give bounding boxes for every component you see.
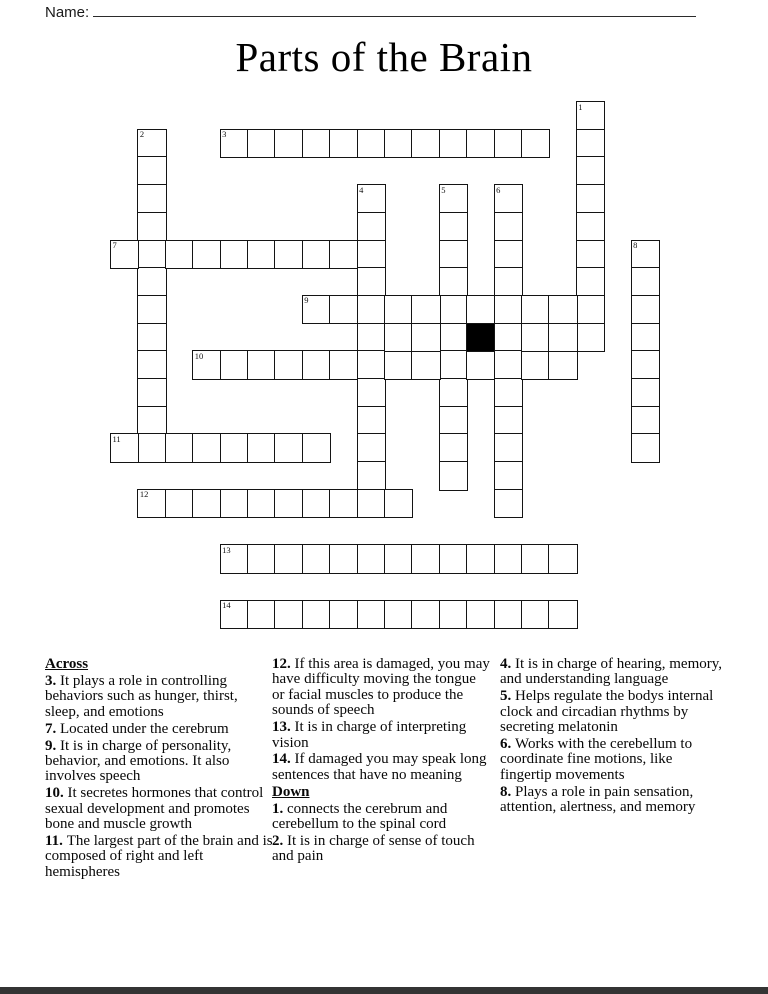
clue-number-label: 12	[139, 489, 149, 500]
clue-number: 2.	[272, 832, 287, 849]
clue-number-label: 8	[633, 240, 638, 250]
grid-cell[interactable]	[494, 544, 523, 574]
grid-cell[interactable]	[521, 323, 550, 353]
grid-cell[interactable]	[302, 544, 331, 574]
clue-down-4: 4. It is in charge of hearing, memory, and understanding language	[500, 656, 723, 688]
grid-cell[interactable]	[466, 544, 495, 574]
grid-cell[interactable]	[411, 295, 440, 325]
grid-cell[interactable]	[192, 489, 221, 519]
grid-cell[interactable]	[357, 184, 386, 214]
grid-cell[interactable]	[274, 544, 303, 574]
grid-cell[interactable]	[137, 406, 166, 436]
clue-number-label: 1	[578, 101, 583, 112]
clue-number: 10.	[45, 785, 68, 802]
grid-cell[interactable]	[576, 212, 605, 242]
grid-cell[interactable]	[548, 600, 577, 630]
grid-cell[interactable]	[220, 433, 249, 463]
clue-number: 7.	[45, 720, 60, 737]
clue-number-label: 5	[441, 184, 446, 195]
grid-cell[interactable]	[576, 240, 605, 270]
clue-number: 1.	[272, 800, 287, 817]
grid-cell[interactable]	[439, 600, 468, 630]
grid-cell[interactable]	[631, 295, 660, 325]
grid-cell[interactable]	[247, 433, 276, 463]
grid-cell[interactable]	[302, 240, 331, 270]
grid-cell[interactable]	[137, 323, 166, 353]
grid-cell[interactable]	[357, 489, 386, 519]
grid-cell[interactable]	[439, 544, 468, 574]
name-label: Name:	[45, 4, 90, 21]
grid-cell[interactable]	[521, 600, 550, 630]
grid-cell[interactable]	[466, 129, 495, 159]
grid-cell[interactable]	[439, 295, 468, 325]
grid-cell[interactable]	[247, 240, 276, 270]
grid-cell[interactable]	[357, 600, 386, 630]
grid-cell[interactable]	[220, 489, 249, 519]
grid-cell[interactable]	[137, 156, 166, 186]
grid-cell[interactable]	[274, 350, 303, 380]
clues-heading-down: Down	[272, 783, 310, 800]
grid-cell[interactable]	[357, 433, 386, 463]
grid-cell[interactable]	[137, 240, 166, 270]
grid-cell[interactable]	[384, 544, 413, 574]
grid-cell[interactable]	[411, 323, 440, 353]
clue-number-label: 6	[496, 184, 501, 195]
grid-cell[interactable]	[411, 544, 440, 574]
grid-cell[interactable]	[110, 433, 139, 463]
grid-cell[interactable]	[329, 240, 358, 270]
grid-cell[interactable]	[631, 378, 660, 408]
clue-number: 11.	[45, 832, 67, 849]
grid-cell[interactable]	[466, 295, 495, 325]
grid-cell[interactable]	[110, 240, 139, 270]
clue-number: 8.	[500, 783, 515, 800]
grid-cell[interactable]	[329, 350, 358, 380]
grid-cell[interactable]	[274, 240, 303, 270]
grid-cell[interactable]	[521, 350, 550, 380]
grid-cell[interactable]	[274, 129, 303, 159]
grid-cell[interactable]	[220, 240, 249, 270]
grid-cell[interactable]	[439, 378, 468, 408]
grid-cell[interactable]	[631, 406, 660, 436]
grid-cell[interactable]	[494, 240, 523, 270]
grid-cell[interactable]	[384, 600, 413, 630]
grid-cell[interactable]	[220, 350, 249, 380]
clue-number: 13.	[272, 719, 295, 736]
grid-cell[interactable]	[247, 489, 276, 519]
grid-cell[interactable]	[494, 323, 523, 353]
clue-across-10: 10. It secretes hormones that control sexual development and promotes bone and muscle growth	[45, 785, 264, 833]
grid-cell[interactable]	[576, 295, 605, 325]
grid-cell[interactable]	[247, 350, 276, 380]
blocked-cell	[466, 323, 495, 353]
grid-cell[interactable]	[548, 295, 577, 325]
grid-cell[interactable]	[439, 406, 468, 436]
grid-cell[interactable]	[357, 461, 386, 491]
grid-cell[interactable]	[576, 156, 605, 186]
grid-cell[interactable]	[357, 544, 386, 574]
clue-number-label: 9	[304, 295, 309, 306]
grid-cell[interactable]	[439, 240, 468, 270]
grid-cell[interactable]	[357, 240, 386, 270]
grid-cell[interactable]	[494, 461, 523, 491]
grid-cell[interactable]	[411, 350, 440, 380]
grid-cell[interactable]	[466, 600, 495, 630]
grid-cell[interactable]	[384, 489, 413, 519]
grid-cell[interactable]	[548, 323, 577, 353]
clue-down-6: 6. Works with the cerebellum to coordinate fine motions, like fingertip movements	[500, 736, 693, 783]
grid-cell[interactable]	[220, 544, 249, 574]
grid-cell[interactable]	[329, 544, 358, 574]
grid-cell[interactable]	[494, 295, 523, 325]
grid-cell[interactable]	[165, 433, 194, 463]
grid-cell[interactable]	[329, 489, 358, 519]
grid-cell[interactable]	[357, 267, 386, 297]
grid-cell[interactable]	[357, 295, 386, 325]
grid-cell[interactable]	[357, 323, 386, 353]
bottom-bar	[0, 987, 768, 994]
clue-down-2: 2. It is in charge of sense of touch and pain	[272, 832, 475, 865]
grid-cell[interactable]	[494, 600, 523, 630]
clue-number: 12.	[272, 656, 295, 672]
grid-cell[interactable]	[494, 184, 523, 214]
clue-number: 14.	[272, 751, 295, 768]
grid-cell[interactable]	[357, 129, 386, 159]
grid-cell[interactable]	[192, 433, 221, 463]
grid-cell[interactable]	[329, 295, 358, 325]
grid-cell[interactable]	[494, 433, 523, 463]
clue-down-8: 8. Plays a role in pain sensation, attention, alertness, and memory	[500, 783, 696, 816]
grid-cell[interactable]	[521, 544, 550, 574]
clue-across-13: 13. It is in charge of interpreting vision	[272, 719, 467, 751]
grid-cell[interactable]	[494, 129, 523, 159]
grid-cell[interactable]	[302, 295, 331, 325]
clue-across-7: 7. Located under the cerebrum	[45, 720, 229, 737]
grid-cell[interactable]	[466, 350, 495, 380]
grid-cell[interactable]	[439, 433, 468, 463]
grid-cell[interactable]	[439, 184, 468, 214]
grid-cell[interactable]	[631, 350, 660, 380]
clue-number-label: 7	[112, 240, 117, 250]
grid-cell[interactable]	[631, 323, 660, 353]
grid-cell[interactable]	[384, 350, 413, 380]
clue-across-3: 3. It plays a role in controlling behaviors such as hunger, thirst, sleep, and emotions	[45, 672, 238, 720]
clues-heading-across: Across	[45, 656, 89, 672]
grid-cell[interactable]	[137, 212, 166, 242]
clue-across-14: 14. If damaged you may speak long sentences that have no meaning	[272, 751, 487, 783]
clue-across-11: 11. The largest part of the brain and is composed of right and left hemispheres	[45, 832, 273, 880]
grid-cell[interactable]	[384, 295, 413, 325]
grid-cell[interactable]	[521, 295, 550, 325]
grid-cell[interactable]	[494, 406, 523, 436]
clue-number: 9.	[45, 737, 60, 754]
grid-cell[interactable]	[302, 489, 331, 519]
grid-cell[interactable]	[357, 350, 386, 380]
grid-cell[interactable]	[576, 101, 605, 131]
grid-cell[interactable]	[165, 489, 194, 519]
grid-cell[interactable]	[576, 323, 605, 353]
grid-cell[interactable]	[274, 433, 303, 463]
grid-cell[interactable]	[329, 129, 358, 159]
grid-cell[interactable]	[165, 240, 194, 270]
clue-column-1	[45, 657, 273, 882]
grid-cell[interactable]	[576, 184, 605, 214]
grid-cell[interactable]	[137, 378, 166, 408]
grid-cell[interactable]	[137, 267, 166, 297]
grid-cell[interactable]	[548, 544, 577, 574]
grid-cell[interactable]	[494, 378, 523, 408]
clue-number: 6.	[500, 736, 515, 753]
grid-cell[interactable]	[302, 129, 331, 159]
clue-number-label: 14	[222, 600, 231, 611]
grid-cell[interactable]	[576, 129, 605, 159]
grid-cell[interactable]	[302, 600, 331, 630]
grid-cell[interactable]	[576, 267, 605, 297]
grid-cell[interactable]	[631, 433, 660, 463]
grid-cell[interactable]	[439, 323, 468, 353]
grid-cell[interactable]	[220, 129, 249, 159]
grid-cell[interactable]	[384, 323, 413, 353]
grid-cell[interactable]	[439, 212, 468, 242]
clue-number-label: 13	[222, 544, 231, 555]
clue-number: 3.	[45, 672, 60, 689]
clue-number-label: 11	[112, 433, 121, 444]
clue-column-3	[500, 657, 725, 817]
grid-cell[interactable]	[631, 267, 660, 297]
grid-cell[interactable]	[439, 461, 468, 491]
clue-number-label: 4	[359, 184, 364, 195]
grid-cell[interactable]	[137, 184, 166, 214]
name-input-line[interactable]	[93, 3, 696, 17]
grid-cell[interactable]	[439, 350, 468, 380]
grid-cell[interactable]	[247, 600, 276, 630]
grid-cell[interactable]	[137, 350, 166, 380]
grid-cell[interactable]	[411, 129, 440, 159]
grid-cell[interactable]	[137, 129, 166, 159]
clue-number: 5.	[500, 688, 515, 705]
grid-cell[interactable]	[631, 240, 660, 270]
grid-cell[interactable]	[247, 129, 276, 159]
grid-cell[interactable]	[439, 129, 468, 159]
grid-cell[interactable]	[357, 212, 386, 242]
grid-cell[interactable]	[329, 600, 358, 630]
name-header	[45, 3, 696, 21]
grid-cell[interactable]	[494, 350, 523, 380]
grid-cell[interactable]	[494, 267, 523, 297]
clue-across-12: 12. If this area is damaged, you may have difficulty moving the tongue or facial muscles to produce the sounds of speech	[272, 656, 490, 719]
clue-number-label: 2	[139, 129, 145, 140]
grid-cell[interactable]	[220, 600, 249, 630]
grid-cell[interactable]	[192, 240, 221, 270]
clue-down-5: 5. Helps regulate the bodys internal clock and circadian rhythms by secreting melatonin	[500, 688, 714, 736]
grid-cell[interactable]	[357, 406, 386, 436]
grid-cell[interactable]	[439, 267, 468, 297]
grid-cell[interactable]	[521, 129, 550, 159]
grid-cell[interactable]	[411, 600, 440, 630]
grid-cell[interactable]	[384, 129, 413, 159]
grid-cell[interactable]	[192, 350, 221, 380]
clue-number-label: 3	[222, 129, 227, 140]
grid-cell[interactable]	[494, 489, 523, 519]
grid-cell[interactable]	[137, 433, 166, 463]
grid-cell[interactable]	[302, 350, 331, 380]
grid-cell[interactable]	[494, 212, 523, 242]
grid-cell[interactable]	[302, 433, 331, 463]
clue-across-9: 9. It is in charge of personality, behavior, and emotions. It also involves speech	[45, 737, 232, 785]
clue-column-2	[272, 657, 490, 866]
grid-cell[interactable]	[274, 600, 303, 630]
clue-number-label: 10	[194, 350, 204, 361]
grid-cell[interactable]	[357, 378, 386, 408]
grid-cell[interactable]	[137, 489, 166, 519]
grid-cell[interactable]	[247, 544, 276, 574]
clue-down-1: 1. connects the cerebrum and cerebellum to the spinal cord	[272, 800, 448, 833]
grid-cell[interactable]	[548, 350, 577, 380]
page-title: Parts of the Brain	[235, 34, 533, 80]
grid-cell[interactable]	[137, 295, 166, 325]
clue-number: 4.	[500, 656, 515, 672]
grid-cell[interactable]	[274, 489, 303, 519]
